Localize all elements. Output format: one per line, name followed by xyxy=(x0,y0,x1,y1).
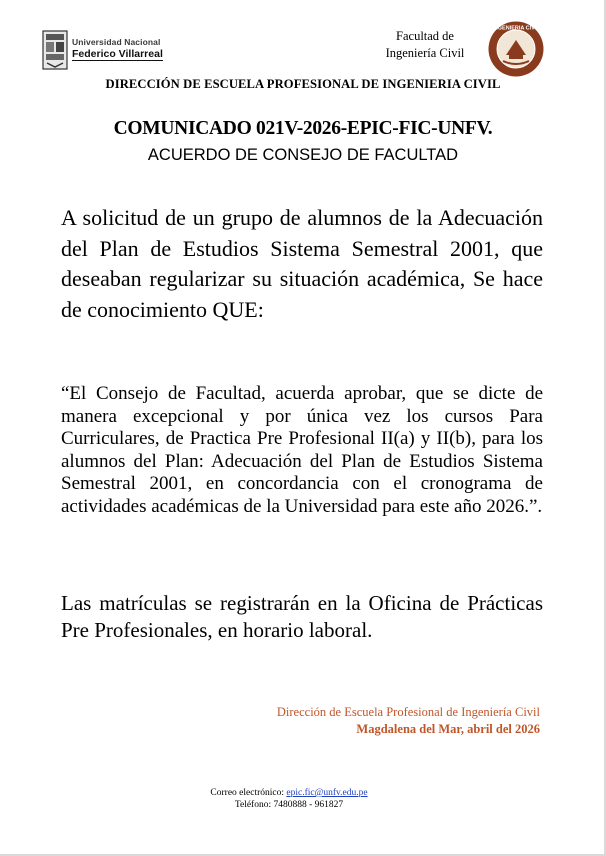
svg-text:INGENIERIA CIVIL: INGENIERIA CIVIL xyxy=(492,25,540,32)
school-direction-heading: DIRECCIÓN DE ESCUELA PROFESIONAL DE INGENIERIA CIVIL xyxy=(105,77,501,91)
signature-place-date: Magdalena del Mar, abril del 2026 xyxy=(356,722,540,736)
intro-paragraph: A solicitud de un grupo de alumnos de la Adecuación del Plan de Estudios Sistema Semestral 2001, que deseaban regularizar su situación académica, Se hace de conocimiento QUE: xyxy=(61,205,543,322)
communique-subtitle: ACUERDO DE CONSEJO DE FACULTAD xyxy=(147,146,459,164)
faculty-seal-icon xyxy=(487,20,545,78)
university-crest-icon xyxy=(42,30,68,70)
communique-title: COMUNICADO 021V-2026-EPIC-FIC-UNFV. xyxy=(113,118,493,139)
contact-footer xyxy=(0,787,578,811)
university-logo xyxy=(42,30,182,72)
email-link[interactable]: epic.fic@unfv.edu.pe xyxy=(286,788,368,798)
email-label: Correo electrónico: xyxy=(210,788,284,798)
university-name-line1: Universidad Nacional xyxy=(72,37,161,47)
signature-block xyxy=(277,704,540,738)
faculty-line1: Facultad de xyxy=(396,29,454,43)
faculty-line2: Ingeniería Civil xyxy=(385,46,465,60)
signature-office: Dirección de Escuela Profesional de Ingeniería Civil xyxy=(276,705,540,719)
email-line xyxy=(0,787,578,799)
agreement-paragraph: “El Consejo de Facultad, acuerda aprobar, que se dicte de manera excepcional y por única vez los cursos Para Curriculares, de Practica Pre Profesional II(a) y II(b), para los alumnos del Plan: Adecuación del Plan de Estudios Sistema Semestral 2001, en concordancia con el cronograma de actividades académicas de la Universidad para este año 2026.”. xyxy=(61,383,543,517)
faculty-name xyxy=(370,28,480,62)
phone-line: Teléfono: 7480888 - 961827 xyxy=(234,800,344,810)
enrollment-paragraph: Las matrículas se registrarán en la Oficina de Prácticas Pre Profesionales, en horario laboral. xyxy=(61,591,543,642)
university-name-line2: Federico Villarreal xyxy=(72,47,163,60)
